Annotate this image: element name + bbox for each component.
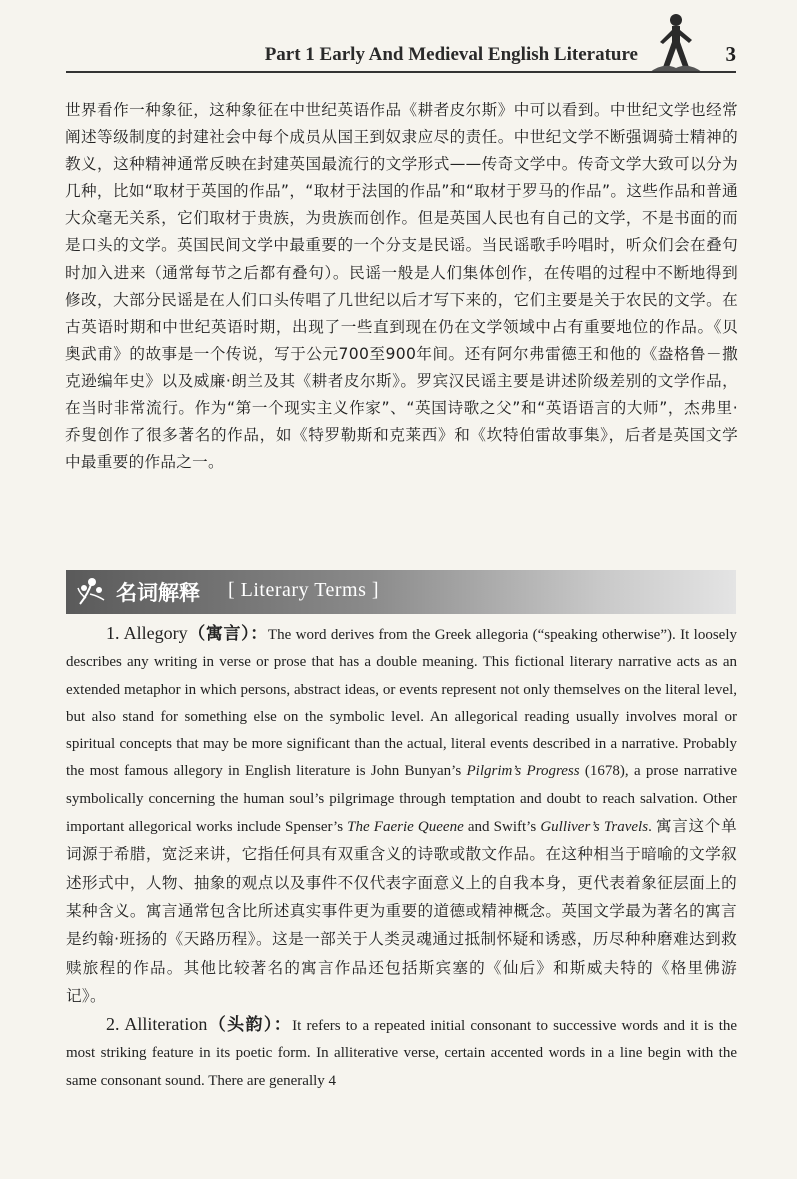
term-definition: The word derives from the Greek allegoria (“speaking otherwise”). It loosely describes any writing in verse or prose that has a double meaning. This fictional literary narrative acts as an extended metaphor in which persons, abstract ideas, or events represent not only themselves on the literal level, but also stand for something else on the symbolic level. An allegorical reading usually involves moral or spiritual concepts that may be more significant than the actual, literal events described in a narrative. Probably the most famous allegory in English literature is John Bunyan’s	[66, 627, 737, 780]
term-definition: and Swift’s	[463, 819, 541, 836]
pilgrim-figure-icon	[644, 12, 708, 74]
section-title: 名词解释	[116, 581, 200, 605]
flower-ornament-icon	[74, 574, 110, 610]
term-cn: （寓言）：	[187, 624, 268, 644]
section-subtitle: [ Literary Terms ]	[228, 579, 380, 601]
work-title: The Faerie Queene	[347, 819, 464, 836]
running-title: Part 1 Early And Medieval English Literature	[264, 44, 638, 65]
body-paragraph: 世界看作一种象征，这种象征在中世纪英语作品《耕者皮尔斯》中可以看到。中世纪文学也经常阐述等级制度的封建社会中每个成员从国王到奴隶应尽的责任。中世纪文学不断强调骑士精神的教义，这种精神通常反映在封建英国最流行的文学形式——传奇文学中。传奇文学大致可以分为几种，比如“取材于英国的作品”，“取材于法国的作品”和“取材于罗马的作品”。这些作品和普通大众毫无关系，它们取材于贵族，为贵族而创作。但是英国人民也有自己的文学，不是书面的而是口头的文学。英国民间文学中最重要的一个分支是民谣。当民谣歌手吟唱时，听众们会在叠句时加入进来（通常每节之后都有叠句）。民谣一般是人们集体创作，在传唱的过程中不断地得到修改，大部分民谣是在人们口头传唱了几世纪以后才写下来的，它们主要是关于农民的文学。在古英语时期和中世纪英语时期，出现了一些直到现在仍在文学领域中占有重要地位的作品。《贝奥武甫》的故事是一个传说，写于公元700至900年间。还有阿尔弗雷德王和他的《盎格鲁－撒克逊编年史》以及威廉·朗兰及其《耕者皮尔斯》。罗宾汉民谣主要是讲述阶级差别的文学作品，在当时非常流行。作为“第一个现实主义作家”、“英国诗歌之父”和“英语语言的大师”，杰弗里·乔叟创作了很多著名的作品，如《特罗勒斯和克莱西》和《坎特伯雷故事集》，后者是英国文学中最重要的作品之一。	[65, 101, 738, 472]
work-title: Gulliver’s Travels	[540, 819, 649, 836]
header-rule	[66, 71, 736, 73]
term-cn: （头韵）：	[207, 1015, 293, 1036]
term-translation: 寓言这个单词源于希腊，宽泛来讲，它指任何具有双重含义的诗歌或散文作品。在这种相当于暗喻的文学叙述形式中，人物、抽象的观点以及事件不仅代表字面意义上的自我本身，更代表着象征层面上的某种含义。寓言通常包含比所述真实事件更为重要的道德或精神概念。英国文学最为著名的寓言是约翰·班扬的《天路历程》。这是一部关于人类灵魂通过抵制怀疑和诱惑，历尽种种磨难达到救赎旅程的作品。其他比较著名的寓言作品还包括斯宾塞的《仙后》和斯威夫特的《格里佛游记》。	[66, 817, 737, 1005]
term-head: 1. Allegory	[106, 623, 188, 643]
term-definition: It refers to a repeated initial consonant to successive words and it is the most striking feature in its poetic form. In alliterative verse, certain accented words in a line begin with the same consonant sound. There are generally 4	[66, 1018, 738, 1089]
section-banner	[66, 570, 736, 614]
body-text	[65, 97, 738, 476]
term-head: 2. Alliteration	[106, 1014, 208, 1035]
page-number: 3	[725, 42, 736, 66]
literary-terms	[66, 620, 737, 1095]
term-entry	[66, 1011, 737, 1095]
term-entry	[66, 620, 737, 1011]
term-definition: .	[648, 819, 656, 836]
term-definition: (1678), a prose narrative symbolically concerning the human soul’s pilgrimage through temptation and doubt to reach salvation. Other important allegorical works include Spenser’s	[66, 763, 738, 836]
work-title: Pilgrim’s Progress	[466, 763, 580, 780]
